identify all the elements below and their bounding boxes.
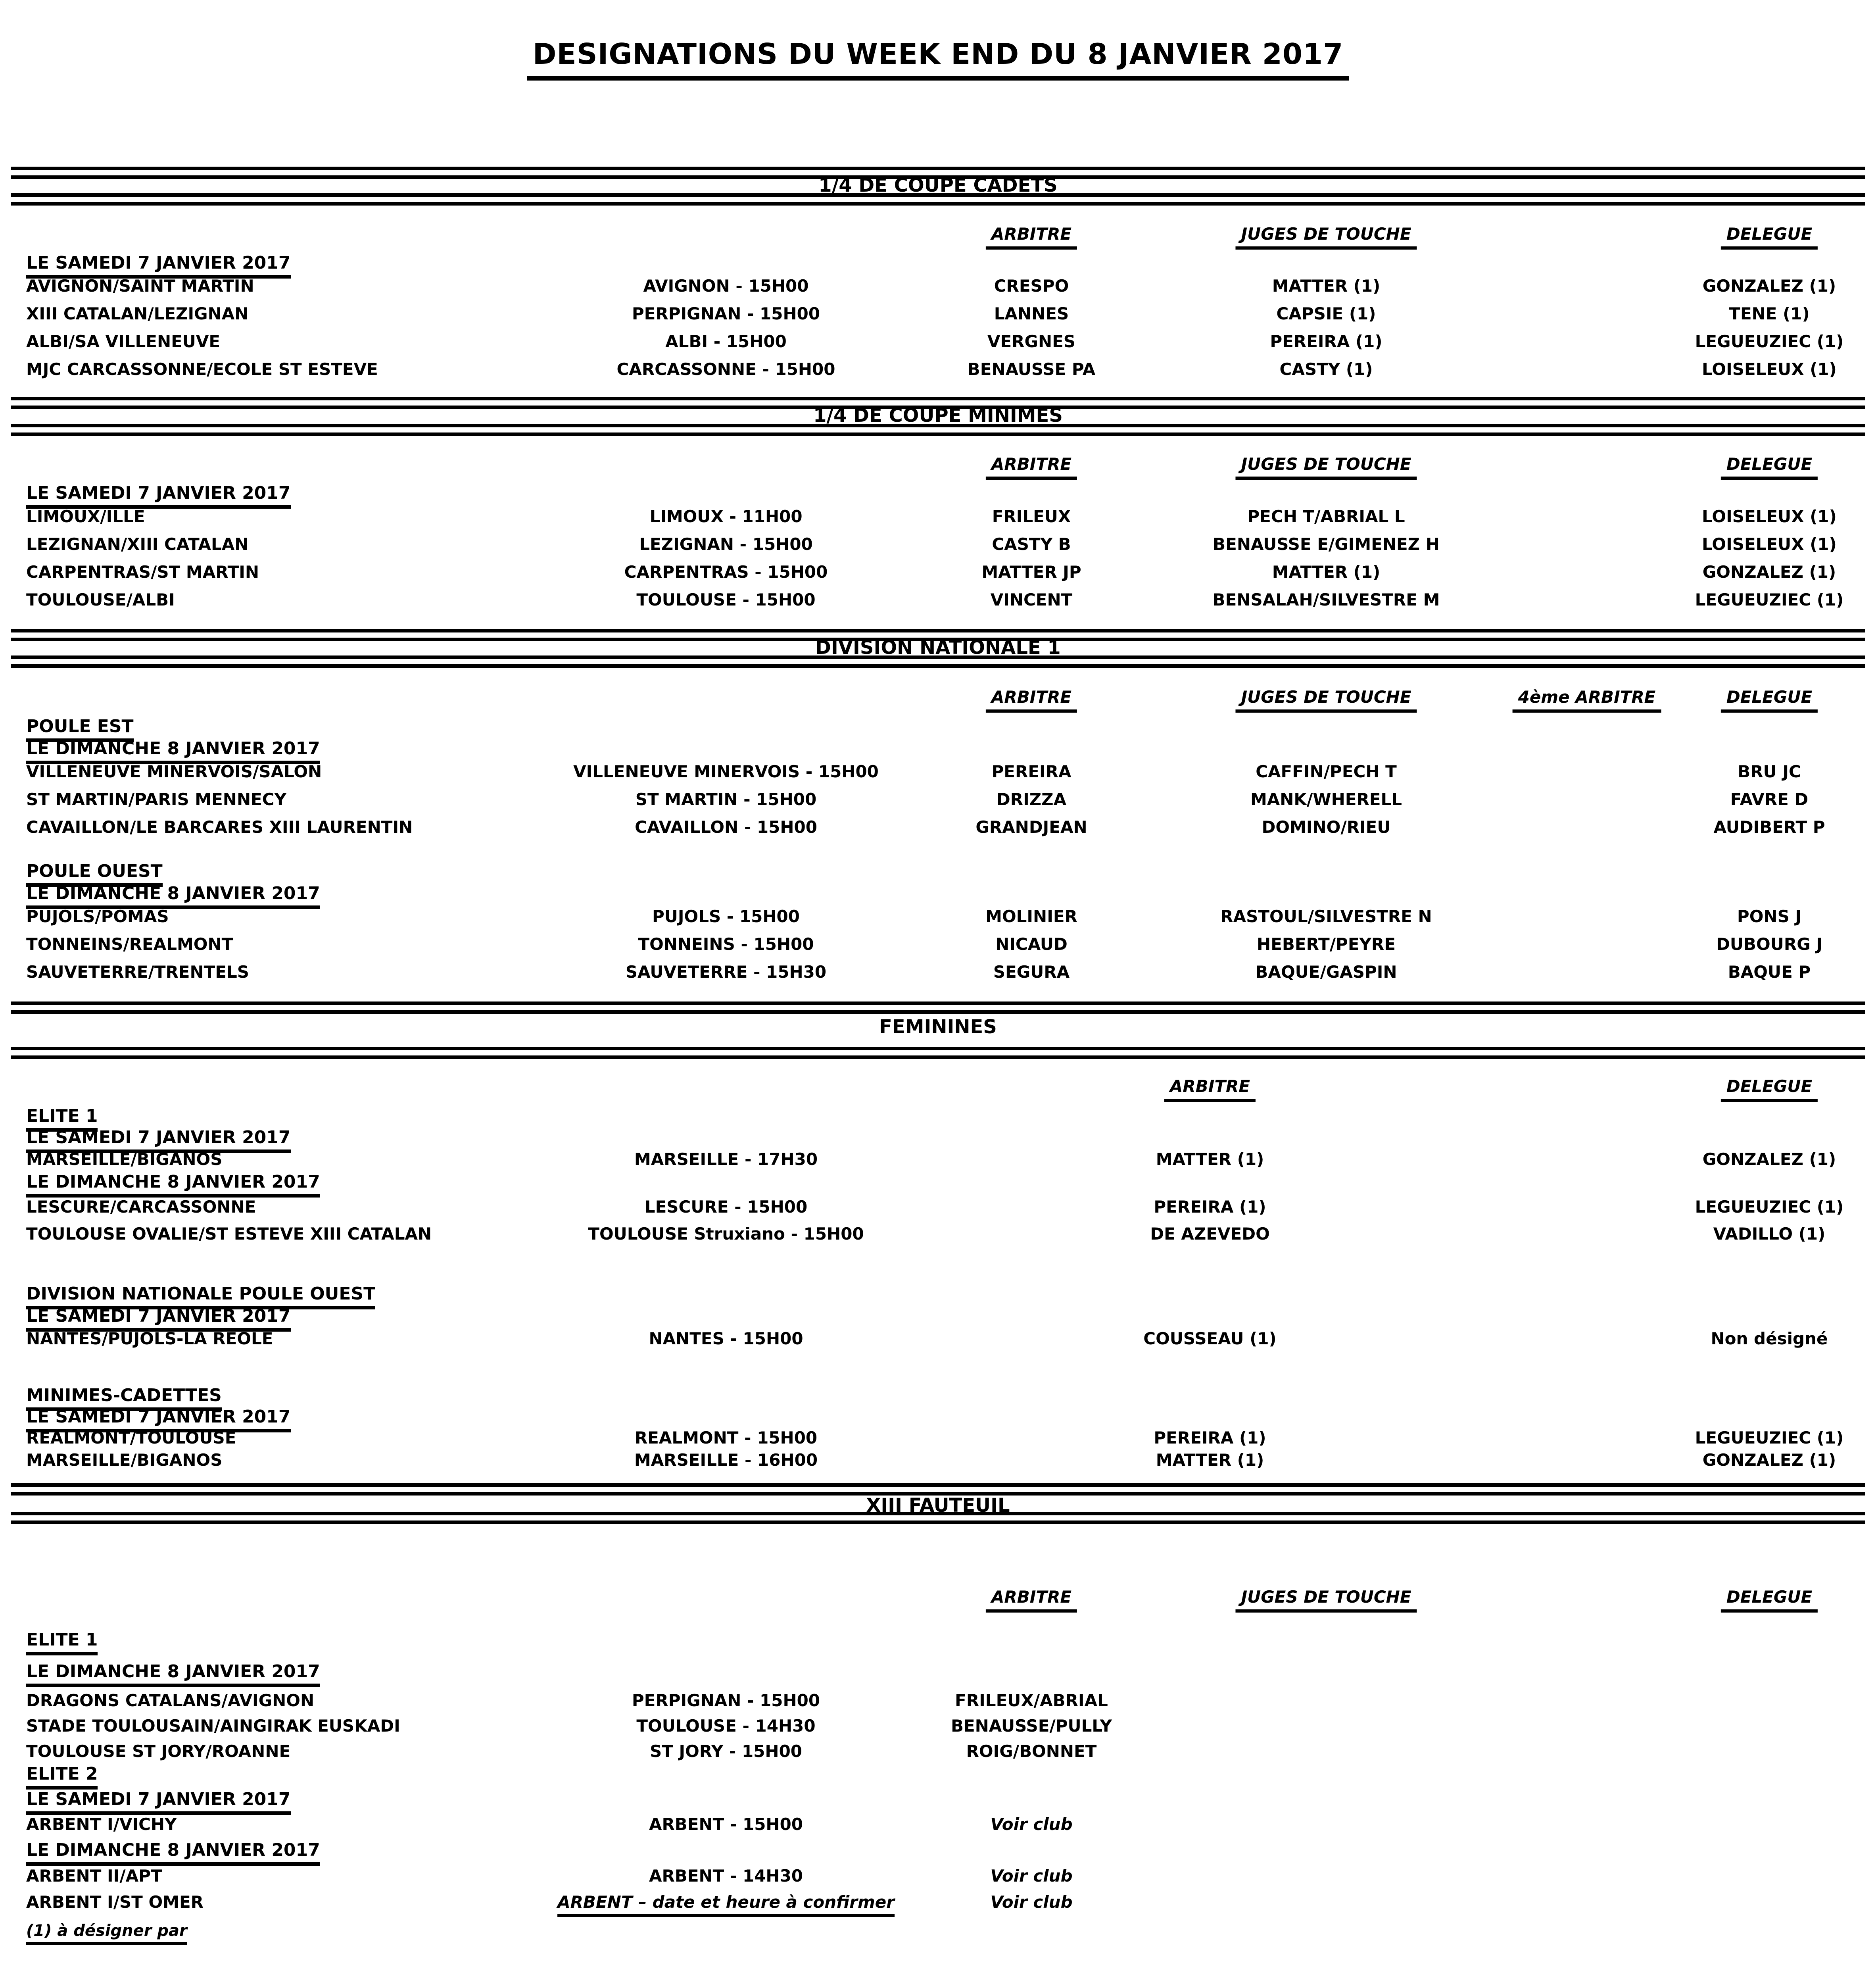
official-arbitre: LANNES	[994, 304, 1069, 323]
subheader: MINIMES-CADETTES	[26, 1386, 222, 1411]
official-juges: CASTY (1)	[1279, 359, 1373, 379]
match-row	[0, 590, 1876, 613]
match-venue: CAVAILLON - 15H00	[635, 817, 817, 837]
section-rule-bottom	[11, 1512, 1865, 1524]
official-delegue: VADILLO (1)	[1713, 1224, 1826, 1244]
match-row	[0, 1815, 1876, 1837]
footer-note: (1) à désigner par	[26, 1922, 187, 1945]
match-row	[0, 907, 1876, 929]
match-venue: MARSEILLE - 17H30	[634, 1150, 818, 1169]
subheader: LE SAMEDI 7 JANVIER 2017	[26, 483, 291, 509]
official-delegue: LEGUEUZIEC (1)	[1695, 332, 1844, 351]
official-arbitre: CASTY B	[992, 534, 1071, 554]
official-arbitre: FRILEUX	[992, 507, 1071, 526]
match-venue: TONNEINS - 15H00	[638, 934, 814, 954]
official-arbitre: COUSSEAU (1)	[1143, 1329, 1277, 1348]
subheader: LE SAMEDI 7 JANVIER 2017	[26, 253, 291, 279]
column-header-juges: JUGES DE TOUCHE	[1235, 455, 1417, 480]
column-header-delegue: DELEGUE	[1721, 1588, 1818, 1613]
section-rule-bottom	[11, 1047, 1865, 1059]
official-delegue: GONZALEZ (1)	[1702, 1150, 1836, 1169]
official-juges: PEREIRA (1)	[1270, 332, 1383, 351]
match-teams: ARBENT I/VICHY	[26, 1815, 177, 1834]
official-arbitre: MATTER (1)	[1156, 1150, 1264, 1169]
match-venue: CARPENTRAS - 15H00	[624, 562, 828, 582]
official-delegue: LEGUEUZIEC (1)	[1695, 1428, 1844, 1447]
official-juges: BENSALAH/SILVESTRE M	[1212, 590, 1440, 609]
match-venue: SAUVETERRE - 15H30	[625, 962, 827, 982]
match-venue: ARBENT - 15H00	[649, 1815, 803, 1834]
match-teams: ARBENT I/ST OMER	[26, 1892, 204, 1912]
match-venue: ALBI - 15H00	[665, 332, 787, 351]
official-juges: MANK/WHERELL	[1250, 790, 1402, 809]
page-title	[0, 38, 1876, 81]
official-delegue: GONZALEZ (1)	[1702, 562, 1836, 582]
subheader: POULE EST	[26, 717, 134, 742]
official-arbitre: PEREIRA	[991, 762, 1071, 781]
official-delegue: AUDIBERT P	[1713, 817, 1825, 837]
match-teams: MJC CARCASSONNE/ECOLE ST ESTEVE	[26, 359, 378, 379]
match-venue: REALMONT - 15H00	[634, 1428, 818, 1447]
subheader: LE DIMANCHE 8 JANVIER 2017	[26, 739, 320, 764]
match-row	[0, 563, 1876, 585]
match-teams: TOULOUSE/ALBI	[26, 590, 175, 609]
match-teams: AVIGNON/SAINT MARTIN	[26, 276, 254, 296]
official-juges: RASTOUL/SILVESTRE N	[1220, 907, 1432, 926]
official-arbitre: VINCENT	[990, 590, 1073, 609]
official-delegue: BAQUE P	[1728, 962, 1811, 982]
match-row	[0, 1742, 1876, 1764]
match-venue: ST JORY - 15H00	[649, 1742, 803, 1761]
match-row	[0, 507, 1876, 529]
match-row	[0, 1428, 1876, 1451]
match-row	[0, 332, 1876, 354]
match-venue: AVIGNON - 15H00	[643, 276, 809, 296]
subheader: ELITE 1	[26, 1630, 98, 1655]
subheader: LE DIMANCHE 8 JANVIER 2017	[26, 1662, 320, 1687]
match-venue: ST MARTIN - 15H00	[635, 790, 817, 809]
subheader: ELITE 1	[26, 1106, 98, 1132]
official-delegue: BRU JC	[1738, 762, 1801, 781]
official-delegue: LEGUEUZIEC (1)	[1695, 1197, 1844, 1217]
official-arbitre: NICAUD	[995, 934, 1068, 954]
match-teams: TOULOUSE ST JORY/ROANNE	[26, 1742, 291, 1761]
section-banner: FEMININES	[879, 1016, 997, 1038]
section-rule-bottom	[11, 424, 1865, 436]
subheader: POULE OUEST	[26, 861, 163, 887]
official-arbitre: DE AZEVEDO	[1150, 1224, 1270, 1244]
official-arbitre: FRILEUX/ABRIAL	[955, 1691, 1108, 1710]
match-row	[0, 304, 1876, 327]
section-rule-bottom	[11, 655, 1865, 668]
match-row	[0, 1867, 1876, 1889]
official-arbitre: PEREIRA (1)	[1154, 1428, 1266, 1447]
subheader: DIVISION NATIONALE POULE OUEST	[26, 1284, 375, 1309]
official-arbitre: PEREIRA (1)	[1154, 1197, 1266, 1217]
column-header-arbitre: ARBITRE	[986, 455, 1077, 480]
match-teams: CAVAILLON/LE BARCARES XIII LAURENTIN	[26, 817, 413, 837]
subheader: LE SAMEDI 7 JANVIER 2017	[26, 1128, 291, 1153]
column-header-juges: JUGES DE TOUCHE	[1235, 1588, 1417, 1613]
subheader: LE SAMEDI 7 JANVIER 2017	[26, 1407, 291, 1432]
official-delegue: DUBOURG J	[1716, 934, 1822, 954]
official-arbitre: Voir club	[990, 1866, 1073, 1886]
match-teams: TONNEINS/REALMONT	[26, 934, 233, 954]
match-teams: STADE TOULOUSAIN/AINGIRAK EUSKADI	[26, 1716, 400, 1736]
official-arbitre: MATTER (1)	[1156, 1450, 1264, 1470]
subheader: LE DIMANCHE 8 JANVIER 2017	[26, 1840, 320, 1866]
official-arbitre: MOLINIER	[985, 907, 1077, 926]
column-header-delegue: DELEGUE	[1721, 225, 1818, 250]
official-delegue: LOISELEUX (1)	[1702, 359, 1837, 379]
match-teams: ARBENT II/APT	[26, 1866, 162, 1886]
section-rule-bottom	[11, 193, 1865, 206]
official-delegue: PONS J	[1737, 907, 1802, 926]
column-header-delegue: DELEGUE	[1721, 688, 1818, 713]
match-venue: TOULOUSE - 15H00	[636, 590, 816, 609]
match-venue: NANTES - 15H00	[649, 1329, 803, 1348]
match-row	[0, 1691, 1876, 1713]
match-venue: ARBENT - 14H30	[649, 1866, 803, 1886]
match-row	[0, 1224, 1876, 1247]
match-venue: PUJOLS - 15H00	[652, 907, 800, 926]
match-venue: PERPIGNAN - 15H00	[632, 304, 820, 323]
match-row	[0, 360, 1876, 382]
section-banner: 1/4 DE COUPE MINIMES	[813, 404, 1063, 427]
official-delegue: Non désigné	[1711, 1329, 1828, 1348]
match-teams: ALBI/SA VILLENEUVE	[26, 332, 221, 351]
official-arbitre: DRIZZA	[996, 790, 1067, 809]
match-row	[0, 1198, 1876, 1220]
match-teams: MARSEILLE/BIGANOS	[26, 1450, 223, 1470]
match-teams: PUJOLS/POMAS	[26, 907, 169, 926]
column-header-juges: JUGES DE TOUCHE	[1235, 225, 1417, 250]
official-juges: CAFFIN/PECH T	[1256, 762, 1397, 781]
match-venue: ARBENT – date et heure à confirmer	[557, 1893, 895, 1917]
official-juges: CAPSIE (1)	[1276, 304, 1376, 323]
match-row	[0, 1329, 1876, 1351]
column-header-quatrieme: 4ème ARBITRE	[1513, 688, 1661, 713]
official-delegue: GONZALEZ (1)	[1702, 1450, 1836, 1470]
match-venue: MARSEILLE - 16H00	[634, 1450, 818, 1470]
section-rule-top	[11, 1483, 1865, 1496]
match-venue: LEZIGNAN - 15H00	[639, 534, 813, 554]
official-arbitre: BENAUSSE/PULLY	[950, 1716, 1112, 1736]
column-header-arbitre: ARBITRE	[986, 225, 1077, 250]
page-title-text: DESIGNATIONS DU WEEK END DU 8 JANVIER 2017	[527, 38, 1349, 81]
match-venue: CARCASSONNE - 15H00	[616, 359, 835, 379]
match-teams: ST MARTIN/PARIS MENNECY	[26, 790, 287, 809]
match-venue: TOULOUSE - 14H30	[636, 1716, 816, 1736]
subheader: LE SAMEDI 7 JANVIER 2017	[26, 1306, 291, 1332]
official-arbitre: Voir club	[990, 1815, 1073, 1834]
match-row	[0, 790, 1876, 812]
official-delegue: LEGUEUZIEC (1)	[1695, 590, 1844, 609]
column-header-delegue: DELEGUE	[1721, 1077, 1818, 1102]
official-arbitre: BENAUSSE PA	[967, 359, 1096, 379]
match-row	[0, 1893, 1876, 1915]
match-venue: PERPIGNAN - 15H00	[632, 1691, 820, 1710]
match-teams: SAUVETERRE/TRENTELS	[26, 962, 249, 982]
match-row	[0, 535, 1876, 557]
official-juges: PECH T/ABRIAL L	[1247, 507, 1405, 526]
official-juges: BAQUE/GASPIN	[1255, 962, 1397, 982]
column-header-arbitre: ARBITRE	[986, 1588, 1077, 1613]
section-rule-top	[11, 1001, 1865, 1014]
official-delegue: LOISELEUX (1)	[1702, 534, 1837, 554]
official-juges: HEBERT/PEYRE	[1257, 934, 1396, 954]
subheader: LE DIMANCHE 8 JANVIER 2017	[26, 884, 320, 909]
match-teams: MARSEILLE/BIGANOS	[26, 1150, 223, 1169]
match-row	[0, 277, 1876, 299]
match-row	[0, 935, 1876, 957]
official-juges: DOMINO/RIEU	[1262, 817, 1391, 837]
official-arbitre: MATTER JP	[981, 562, 1081, 582]
match-teams: LESCURE/CARCASSONNE	[26, 1197, 256, 1217]
match-teams: VILLENEUVE MINERVOIS/SALON	[26, 762, 322, 781]
official-juges: MATTER (1)	[1272, 562, 1381, 582]
match-venue: VILLENEUVE MINERVOIS - 15H00	[573, 762, 879, 781]
official-arbitre: SEGURA	[993, 962, 1070, 982]
official-arbitre: VERGNES	[987, 332, 1076, 351]
official-delegue: LOISELEUX (1)	[1702, 507, 1837, 526]
match-row	[0, 1150, 1876, 1172]
section-banner: 1/4 DE COUPE CADETS	[818, 174, 1058, 196]
match-row	[0, 1717, 1876, 1739]
match-venue: TOULOUSE Struxiano - 15H00	[588, 1224, 864, 1244]
subheader: ELITE 2	[26, 1764, 98, 1790]
match-teams: REALMONT/TOULOUSE	[26, 1428, 236, 1447]
official-arbitre: Voir club	[990, 1892, 1073, 1912]
official-arbitre: CRESPO	[994, 276, 1069, 296]
match-teams: DRAGONS CATALANS/AVIGNON	[26, 1691, 315, 1710]
subheader: LE SAMEDI 7 JANVIER 2017	[26, 1790, 291, 1815]
match-teams: LIMOUX/ILLE	[26, 507, 145, 526]
official-arbitre: ROIG/BONNET	[966, 1742, 1097, 1761]
section-banner: XIII FAUTEUIL	[866, 1494, 1010, 1517]
match-venue: LESCURE - 15H00	[644, 1197, 808, 1217]
match-row	[0, 818, 1876, 840]
official-delegue: FAVRE D	[1730, 790, 1809, 809]
subheader: LE DIMANCHE 8 JANVIER 2017	[26, 1172, 320, 1198]
section-banner: DIVISION NATIONALE 1	[815, 636, 1061, 659]
match-teams: LEZIGNAN/XIII CATALAN	[26, 534, 249, 554]
official-juges: MATTER (1)	[1272, 276, 1381, 296]
match-teams: TOULOUSE OVALIE/ST ESTEVE XIII CATALAN	[26, 1224, 432, 1244]
column-header-delegue: DELEGUE	[1721, 455, 1818, 480]
column-header-arbitre: ARBITRE	[1164, 1077, 1256, 1102]
match-row	[0, 762, 1876, 784]
match-teams: XIII CATALAN/LEZIGNAN	[26, 304, 249, 323]
match-teams: CARPENTRAS/ST MARTIN	[26, 562, 259, 582]
official-arbitre: GRANDJEAN	[975, 817, 1087, 837]
match-row	[0, 963, 1876, 985]
official-juges: BENAUSSE E/GIMENEZ H	[1213, 534, 1440, 554]
official-delegue: GONZALEZ (1)	[1702, 276, 1836, 296]
official-delegue: TENE (1)	[1729, 304, 1810, 323]
column-header-juges: JUGES DE TOUCHE	[1235, 688, 1417, 713]
match-venue: LIMOUX - 11H00	[649, 507, 803, 526]
column-header-arbitre: ARBITRE	[986, 688, 1077, 713]
match-row	[0, 1451, 1876, 1473]
match-teams: NANTES/PUJOLS-LA REOLE	[26, 1329, 273, 1348]
